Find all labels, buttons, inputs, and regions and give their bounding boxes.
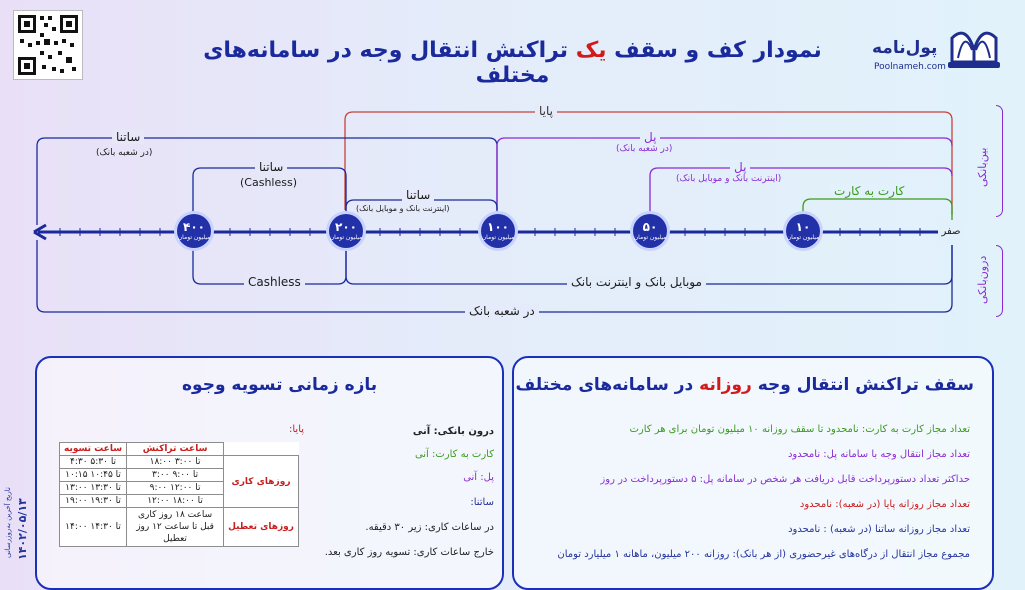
settle-paya: پایا: xyxy=(289,424,305,435)
table-cell: ۱۴:۰۰ تا ۱۴:۳۰ xyxy=(60,508,127,547)
paya-settlement-table xyxy=(59,442,299,547)
node-value: ۲۰۰ xyxy=(335,220,357,234)
settle-satna-hours: در ساعات کاری: زیر ۳۰ دقیقه. xyxy=(365,522,494,533)
table-cell: ۳:۰۰ تا ۹:۰۰ xyxy=(127,469,224,482)
daily-row-paya: تعداد مجاز روزانه پایا (در شعبه): نامحدود xyxy=(799,499,970,510)
table-cell: ۹:۰۰ تا ۱۲:۰۰ xyxy=(127,482,224,495)
satna-cashless-sub: (Cashless) xyxy=(240,176,297,189)
daily-limits-panel xyxy=(512,356,994,590)
node-unit: میلیون تومان xyxy=(329,234,363,241)
satna-online-label: ساتنا xyxy=(402,188,434,202)
settle-intrabank: درون بانکی: آنی xyxy=(412,426,494,437)
table-cell: ۱۸:۰۰ تا ۳:۰۰ xyxy=(127,456,224,469)
update-date-value: ۱۴۰۲/۰۵/۱۳ xyxy=(16,498,29,560)
table-cell: ۱۳:۰۰ تا ۱۳:۳۰ xyxy=(60,482,127,495)
paya-label: پایا xyxy=(535,104,557,118)
settle-card: کارت به کارت: آنی xyxy=(414,449,494,460)
branch-label: در شعبه بانک xyxy=(465,304,539,318)
th-settle: ساعت تسویه xyxy=(60,443,127,456)
pol-branch-sub: (در شعبه بانک) xyxy=(616,144,673,154)
daily-title-part1: سقف تراکنش انتقال وجه xyxy=(751,375,974,395)
daily-row-total: مجموع مجاز انتقال از درگاه‌های غیرحضوری (از هر بانک): روزانه ۲۰۰ میلیون، ماهانه ۱ میلیارد تومان xyxy=(557,549,970,560)
node-200 xyxy=(329,214,363,248)
th-tx: ساعت تراکنش xyxy=(127,443,224,456)
intrabank-label: درون‌بانکی xyxy=(976,255,989,305)
node-unit: میلیون تومان xyxy=(177,234,211,241)
satna-branch-sub: (در شعبه بانک) xyxy=(96,148,153,158)
settlement-panel xyxy=(35,356,504,590)
zero-label: صفر xyxy=(938,222,964,242)
table-cell: ۴:۳۰ تا ۵:۳۰ xyxy=(60,456,127,469)
table-cell: ۱۹:۰۰ تا ۱۹:۳۰ xyxy=(60,495,127,508)
node-unit: میلیون تومان xyxy=(481,234,515,241)
satna-online-sub: (اینترنت بانک و موبایل بانک) xyxy=(356,204,450,213)
node-value: ۱۰ xyxy=(795,220,811,234)
title-part2: تراکنش انتقال وجه در سامانه‌های مختلف xyxy=(203,38,576,88)
table-cell: ۱۰:۱۵ تا ۱۰:۴۵ xyxy=(60,469,127,482)
node-100 xyxy=(481,214,515,248)
daily-title-part2: در سامانه‌های مختلف xyxy=(515,375,700,395)
settlement-title: بازه زمانی تسویه وجوه xyxy=(182,375,378,395)
node-400 xyxy=(177,214,211,248)
pol-online-sub: (اینترنت بانک و موبایل بانک) xyxy=(676,174,782,184)
brand-url: Poolnameh.com xyxy=(874,62,946,72)
settle-satna: ساتنا: xyxy=(470,497,494,508)
mobile-internet-label: موبایل بانک و اینترنت بانک xyxy=(567,275,706,289)
satna-cashless-label: ساتنا xyxy=(255,160,287,174)
pol-online-label: پل xyxy=(730,160,750,174)
satna-branch-label: ساتنا xyxy=(112,130,144,144)
daily-row-pol: تعداد مجاز انتقال وجه با سامانه پل: نامحدود xyxy=(787,449,970,460)
interbank-label: بین‌بانکی xyxy=(976,147,989,188)
table-cell: ساعت ۱۸ روز کاری قبل تا ساعت ۱۲ روز تعطیل xyxy=(127,508,224,547)
daily-row-satna: تعداد مجاز روزانه ساتنا (در شعبه) : نامحدود xyxy=(788,524,970,535)
brand-name: پول‌نامه xyxy=(872,38,938,58)
th-empty xyxy=(224,443,299,456)
holidays-cell: روزهای تعطیل xyxy=(224,508,299,547)
pol-branch-label: پل xyxy=(640,130,660,144)
daily-title-highlight: روزانه xyxy=(699,375,752,395)
node-10 xyxy=(786,214,820,248)
update-date-label: تاریخ آخرین به‌روزرسانی xyxy=(4,487,12,558)
card-to-card-label: کارت به کارت xyxy=(830,184,908,198)
node-unit: میلیون تومان xyxy=(786,234,820,241)
daily-panel-title xyxy=(516,375,974,395)
title-highlight: یک xyxy=(575,38,607,63)
table-cell: ۱۲:۰۰ تا ۱۸:۰۰ xyxy=(127,495,224,508)
title-part1: نمودار کف و سقف xyxy=(606,38,822,63)
node-value: ۱۰۰ xyxy=(487,220,509,234)
daily-row-pol-orders: حداکثر تعداد دستورپرداخت قابل دریافت هر شخص در سامانه پل: ۵ دستورپرداخت در روز xyxy=(600,474,970,485)
node-unit: میلیون تومان xyxy=(633,234,667,241)
settle-pol: پل: آنی xyxy=(463,472,494,483)
workdays-cell: روزهای کاری xyxy=(224,456,299,508)
node-value: ۴۰۰ xyxy=(183,220,205,234)
daily-row-card: تعداد مجاز کارت به کارت: نامحدود تا سقف روزانه ۱۰ میلیون تومان برای هر کارت xyxy=(629,424,970,435)
node-50 xyxy=(633,214,667,248)
node-value: ۵۰ xyxy=(642,220,658,234)
cashless-label: Cashless xyxy=(244,275,305,289)
settle-satna-after: خارج ساعات کاری: تسویه روز کاری بعد. xyxy=(324,547,494,558)
